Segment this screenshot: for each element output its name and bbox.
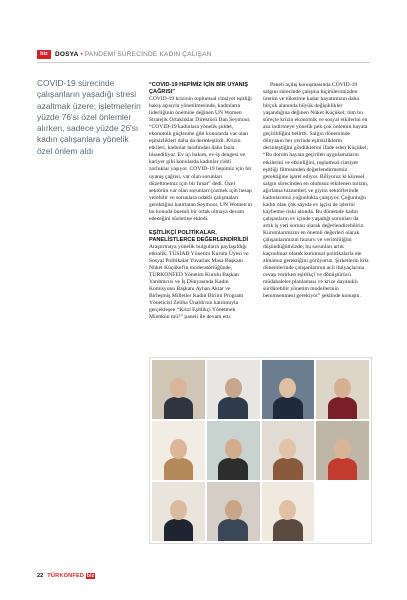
participant-body bbox=[328, 458, 358, 480]
participant-head bbox=[225, 378, 242, 398]
participant-head bbox=[170, 378, 187, 398]
participant-body bbox=[164, 458, 194, 480]
section-header bbox=[55, 50, 212, 59]
article-column-2 bbox=[263, 82, 369, 300]
paragraph: Paneli açılış konuşmasında COVID-19 salgını sürecinde çalışma biçimlerimizden üretim ve tüketime kadar hayatımızın daha birçok alanında büyük değişiklikler yaşandığına değinen Nüket Küçükel; tüm bu süreçte krizin ekonomik ve sosyal etkilerini en aza indirmeye yönelik pek çok önlemin hayata geçirildiğini belirtti. Salgın döneminde dünyanın her yerinde eşitsizliklerin derinleştiğini gördüklerini ifade eden Küçükel; “Bu dorum hayata geçirilen uygulamaların etkilerini ve etkinliğini, toplumsal cinsiyet eşitliği filtresinden değerlendirmemiz gerektiğine işaret ediyor. Biliyoruz ki küresel salgın sürecinden en olumsuz etkilenen turizm, ağırlama hizmetleri ve giyim sektörlerinde kadınlarımız yoğunlukla çalışıyor. Çoğunluğu kadın olan çok sayıda ev işçisi de işlerini kaybetme riski altında. Bu dönemde kadın çalışanların ev içinde yaşadığı sorunları da artık iş yeri sorunu olarak değerlendirebiliriz. Kurumlarımızın en önemli değerleri olarak çalışanlarımızın huzuru ve verimliliğini düşündüğümüzde; bu sorunları artık kaçınılmaz olarak kurumsal politikalarla ele almamız gerektiğini görüyoruz. Şirketlerin kriz dönemlerinde çalışanlarının acil ihtiyaçlarına cevap verirken eşitlikçi ve dönüştürücü müdahaleler planlaması ve krize dayanıklı sürdürebilir yönetim modellerinin benimsenmesi gerekiyor” şeklinde konuştu. bbox=[263, 82, 369, 300]
participant-head bbox=[170, 500, 187, 520]
participant-head bbox=[279, 378, 296, 398]
participant-body bbox=[273, 519, 303, 541]
paragraph: Araştırmaya yönelik bulguların paylaşıldığı etkinlik; TÜSİAD Yönetim Kurulu Üyesi ve Sosyal Politikalar Yuvarlak Masa Başkanı Nüket Küçükel'in moderatörlüğünde, TÜRKONFED Yönetim Kurulu Başkan Yardımcısı ve İş Dünyasında Kadın Komisyonu Başkanı Ayhan Aktar ve Birleşmiş Milletler Kadın Birimi Program Yöneticisi Zeliha Ünaldı'nın katılımıyla gerçekleşen “Krizi Eşitlikçi Yönetmek Mümkün mü?” paneli ile devam etti. bbox=[149, 243, 249, 321]
page-footer bbox=[37, 573, 95, 580]
header-rule bbox=[37, 62, 370, 63]
participant-tile bbox=[316, 421, 369, 480]
subheading-1: “COVID-19 HEPİMİZ İÇİN BİR UYANIŞ ÇAĞRISI” bbox=[149, 82, 248, 95]
participant-tile bbox=[152, 421, 205, 480]
participant-tile bbox=[207, 360, 260, 419]
participant-body bbox=[218, 397, 248, 419]
participant-head bbox=[225, 439, 242, 459]
participant-tile bbox=[152, 482, 205, 541]
participant-tile bbox=[262, 482, 315, 541]
participant-head bbox=[334, 439, 351, 459]
participant-head bbox=[225, 500, 242, 520]
section-label: DOSYA bbox=[55, 51, 79, 58]
paragraph: COVID-19 krizinin toplumsal cinsiyet eşitliği bakış açısıyla yönetilmesinde, kadınların liderliğinin önemine değinen UN Women Stratejik Ortaklıklar Direktörü Dan Seymour, “COVID-19 kadınlara yönelik şiddet, ekonomik güçlenme gibi konularda var olan eşitsizlikleri daha da derinleştirdi. Krizin etkileri, kadınlar tarafından daha fazla hissediliyor. Ev içi bakım, ev-iş dengesi ve kariyer gibi konularda kadınlar ciddi zorluklar yaşıyor. COVID-19 hepimiz için bir uyanış çağrısı, var olan sorunları düzeltmemiz için bir fırsat” dedi. Özel sektörün var olan sorunları çözmek için hesap verebilir ve sorunlara odaklı çalışmaları gerektiğini hatırlatan Seymour, UN Women'ın bu konuda önemli bir ortak olmaya devam edeceğini sözlerine ekledi. bbox=[149, 96, 252, 222]
pull-quote: COVID-19 sürecinde çalışanların yaşadığı stresi azaltmak üzere; işletmelerin yüzde 76'sı özel önlemler alırken, sadece yüzde 26'sı kadın çalışanlara yönelik özel önlem aldı bbox=[37, 78, 141, 156]
participant-tile bbox=[262, 360, 315, 419]
participant-body bbox=[273, 458, 303, 480]
page-number: 22 bbox=[37, 573, 44, 579]
magazine-logo: biz bbox=[37, 50, 51, 59]
video-conference-photo bbox=[149, 357, 372, 544]
participant-body bbox=[164, 519, 194, 541]
participant-body bbox=[218, 519, 248, 541]
section-subtitle: PANDEMİ SÜRECİNDE KADIN ÇALIŞAN bbox=[84, 51, 212, 58]
participant-tile bbox=[207, 482, 260, 541]
participant-tile bbox=[316, 360, 369, 419]
participant-head bbox=[170, 439, 187, 459]
participant-body bbox=[218, 458, 248, 480]
magazine-name: TÜRKONFED biz bbox=[47, 573, 95, 579]
participant-head bbox=[279, 439, 296, 459]
subheading-2: EŞİTLİKÇİ POLİTİKALAR, PANELİSTLERCE DEĞERLENDİRİLDİ bbox=[149, 229, 249, 243]
participant-body bbox=[273, 397, 303, 419]
article-column-1 bbox=[149, 82, 252, 321]
participant-body bbox=[328, 397, 358, 419]
participant-tile bbox=[262, 421, 315, 480]
participant-tile bbox=[316, 482, 369, 541]
participant-head bbox=[279, 500, 296, 520]
participant-body bbox=[164, 397, 194, 419]
magazine-badge: biz bbox=[86, 573, 95, 579]
participant-tile bbox=[207, 421, 260, 480]
separator-dot: • bbox=[80, 51, 83, 58]
participant-tile bbox=[152, 360, 205, 419]
participant-head bbox=[334, 378, 351, 398]
